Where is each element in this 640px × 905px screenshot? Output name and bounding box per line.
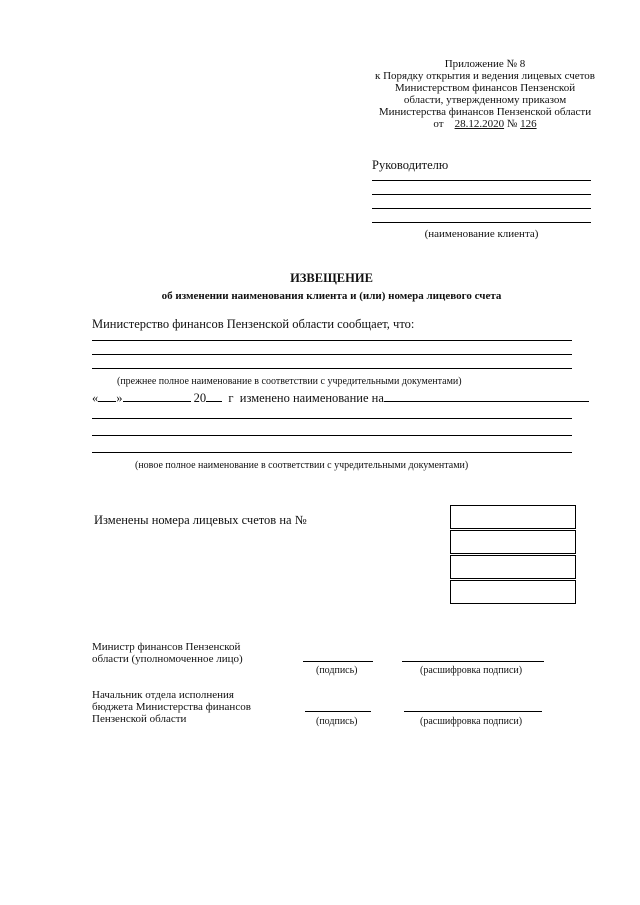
account-number-box[interactable] xyxy=(450,505,576,529)
document-title: ИЗВЕЩЕНИЕ xyxy=(290,271,373,285)
number-prefix: № xyxy=(506,118,518,130)
signer-title-line: Пензенской области xyxy=(92,713,187,725)
appendix-block xyxy=(360,58,610,130)
old-name-line xyxy=(92,368,572,369)
intro-text: Министерство финансов Пензенской области сообщает, что: xyxy=(92,317,415,331)
appendix-number: 126 xyxy=(520,118,537,130)
old-name-line xyxy=(92,340,572,341)
recipient-line xyxy=(372,180,591,181)
recipient-caption: (наименование клиента) xyxy=(424,228,539,240)
recipient-heading: Руководителю xyxy=(372,158,449,172)
year-prefix: 20 xyxy=(193,391,207,405)
signer-title-line: Министр финансов Пензенской xyxy=(92,641,241,653)
appendix-date: 28.12.2020 xyxy=(454,118,505,130)
signer-title-line: бюджета Министерства финансов xyxy=(92,701,251,713)
signature-decode-caption: (расшифровка подписи) xyxy=(420,665,523,676)
signature-caption: (подпись) xyxy=(316,716,358,727)
new-name-caption: (новое полное наименование в соответствии с учредительными документами) xyxy=(135,460,469,471)
signature-decode-caption: (расшифровка подписи) xyxy=(420,716,523,727)
appendix-line: области, утвержденному приказом xyxy=(403,94,567,106)
changed-text: изменено наименование на xyxy=(239,391,384,405)
signer-title-line: Начальник отдела исполнения xyxy=(92,689,234,701)
quote-open: « xyxy=(92,391,99,405)
accounts-label: Изменены номера лицевых счетов на № xyxy=(94,513,307,527)
new-name-line xyxy=(92,418,572,419)
signer-title-line: области (уполномоченное лицо) xyxy=(92,653,243,665)
document-subtitle: об изменении наименования клиента и (или) номера лицевого счета xyxy=(161,290,502,302)
new-name-line xyxy=(92,452,572,453)
signer-title xyxy=(92,641,243,665)
signature-line xyxy=(305,711,371,712)
signature-decode-line xyxy=(402,661,544,662)
old-name-caption: (прежнее полное наименование в соответствии с учредительными документами) xyxy=(117,376,462,387)
quote-close: » xyxy=(116,391,123,405)
signature-line xyxy=(303,661,373,662)
account-number-box[interactable] xyxy=(450,580,576,604)
appendix-line: Министерства финансов Пензенской области xyxy=(378,106,592,118)
account-number-box[interactable] xyxy=(450,530,576,554)
date-prefix: от xyxy=(433,118,444,130)
recipient-line xyxy=(372,222,591,223)
recipient-line xyxy=(372,208,591,209)
signature-decode-line xyxy=(404,711,542,712)
year-suffix: г xyxy=(228,391,234,405)
old-name-line xyxy=(92,354,572,355)
appendix-line: Министерством финансов Пензенской xyxy=(394,82,576,94)
appendix-date-line xyxy=(360,118,610,130)
recipient-line xyxy=(372,194,591,195)
signature-caption: (подпись) xyxy=(316,665,358,676)
appendix-line: к Порядку открытия и ведения лицевых счетов xyxy=(374,70,595,82)
account-number-box[interactable] xyxy=(450,555,576,579)
signer-title xyxy=(92,689,251,725)
new-name-line xyxy=(92,435,572,436)
date-change-line xyxy=(92,391,582,405)
appendix-title: Приложение № 8 xyxy=(444,58,526,70)
